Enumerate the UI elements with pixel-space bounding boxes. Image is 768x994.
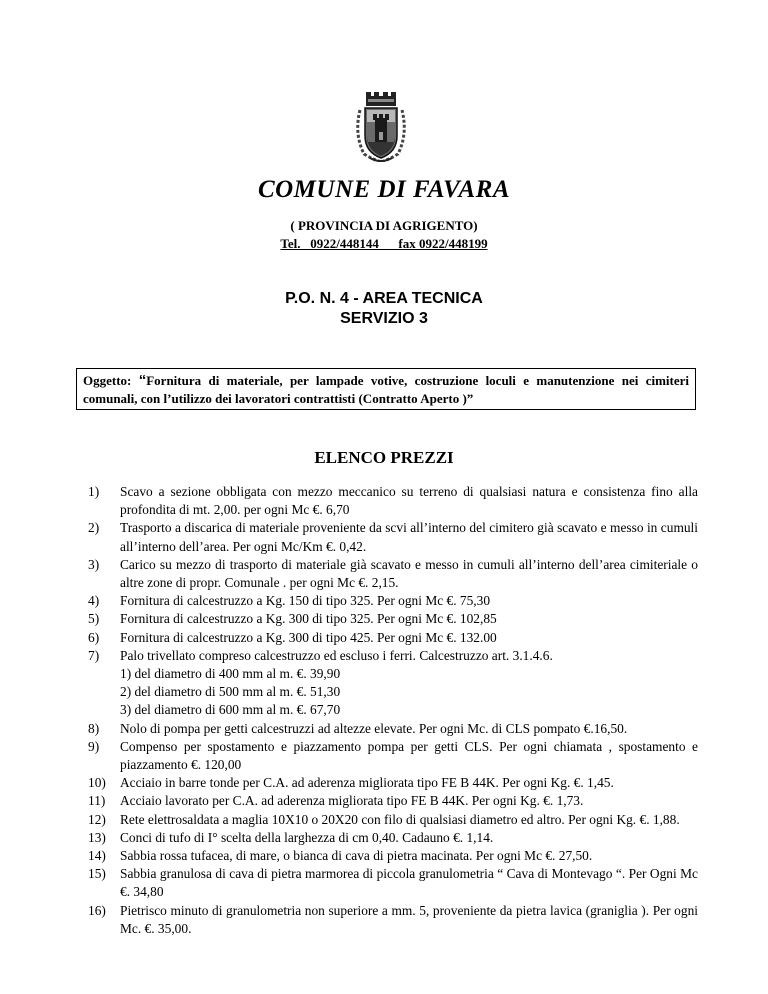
- item-number: 10): [88, 775, 106, 791]
- item-number: 2): [88, 520, 100, 536]
- item-number: 13): [88, 829, 106, 845]
- list-item: [88, 556, 698, 592]
- list-item: [88, 792, 698, 810]
- item-number: 14): [88, 848, 106, 864]
- sub-item: 3) del diametro di 600 mm al m. €. 67,70: [120, 702, 341, 718]
- subject-box: [76, 368, 696, 410]
- item-number: 15): [88, 866, 106, 882]
- service-heading: SERVIZIO 3: [340, 310, 428, 327]
- price-list-title: ELENCO PREZZI: [314, 448, 454, 467]
- list-item: [88, 647, 698, 720]
- price-list: [88, 483, 698, 938]
- item-number: 7): [88, 647, 100, 663]
- list-item: [88, 519, 698, 555]
- item-text: Pietrisco minuto di granulometria non superiore a mm. 5, proveniente da pietra lavica (graniglia ). Per ogni Mc. €. 35,00.: [120, 902, 698, 936]
- list-item: [88, 720, 698, 738]
- list-item: [88, 483, 698, 519]
- item-text: Sabbia rossa tufacea, di mare, o bianca di cava di pietra macinata. Per ogni Mc €. 27,50.: [120, 848, 593, 864]
- office-area-heading: P.O. N. 4 - AREA TECNICA: [285, 290, 483, 307]
- item-text: Acciaio in barre tonde per C.A. ad aderenza migliorata tipo FE B 44K. Per ogni Kg. €. 1,45.: [120, 775, 614, 791]
- item-text: Palo trivellato compreso calcestruzzo ed escluso i ferri. Calcestruzzo art. 3.1.4.6.: [120, 647, 553, 663]
- subject-text: Fornitura di materiale, per lampade votive, costruzione loculi e manutenzione nei cimiteri comunali, con l’utilizzo dei lavoratori contrattisti (Contratto Aperto )”: [83, 373, 689, 406]
- province-line: ( PROVINCIA DI AGRIGENTO): [290, 218, 478, 233]
- contacts-line: Tel. 0922/448144 fax 0922/448199: [280, 236, 488, 251]
- item-number: 8): [88, 720, 100, 736]
- item-number: 1): [88, 484, 100, 499]
- item-text: Sabbia granulosa di cava di pietra marmorea di piccola granulometria “ Cava di Montevago “. Per Ogni Mc €. 34,80: [120, 866, 698, 900]
- item-number: 6): [88, 629, 100, 645]
- subject-label: Oggetto:: [83, 373, 132, 388]
- sub-item: 1) del diametro di 400 mm al m. €. 39,90: [120, 666, 341, 682]
- list-item: [88, 610, 698, 628]
- item-number: 12): [88, 811, 106, 827]
- item-number: 5): [88, 611, 100, 627]
- item-text: Fornitura di calcestruzzo a Kg. 150 di tipo 325. Per ogni Mc €. 75,30: [120, 593, 491, 609]
- list-item: [88, 629, 698, 647]
- item-text: Trasporto a discarica di materiale proveniente da scvi all’interno del cimitero già scavato e messo in cumuli all’interno dell’area. Per ogni Mc/Km €. 0,42.: [120, 520, 698, 554]
- list-item: [88, 592, 698, 610]
- coat-of-arms-icon: [354, 92, 408, 162]
- list-item: [88, 738, 698, 774]
- item-number: 11): [88, 793, 106, 809]
- list-item: [88, 811, 698, 829]
- item-text: Compenso per spostamento e piazzamento pompa per getti CLS. Per ogni chiamata , spostamento e piazzamento €. 120,00: [120, 738, 698, 773]
- list-item: [88, 829, 698, 847]
- item-text: Rete elettrosaldata a maglia 10X10 o 20X20 con filo di qualsiasi diametro ed altro. Per ogni Kg. €. 1,88.: [120, 811, 680, 827]
- subject-open-quote: “: [138, 372, 147, 389]
- list-item: [88, 902, 698, 938]
- item-text: Nolo di pompa per getti calcestruzzi ad altezze elevate. Per ogni Mc. di CLS pompato €.16,50.: [120, 720, 628, 736]
- item-text: Acciaio lavorato per C.A. ad aderenza migliorata tipo FE B 44K. Per ogni Kg. €. 1,73.: [120, 793, 584, 809]
- item-number: 4): [88, 593, 100, 609]
- list-item: [88, 865, 698, 901]
- sub-item: 2) del diametro di 500 mm al m. €. 51,30: [120, 684, 341, 700]
- item-text: Carico su mezzo di trasporto di materiale già scavato e messo in cumuli all’interno dell’area cimiteriale o altre zone di propr. Comunale . per ogni Mc €. 2,15.: [120, 556, 698, 591]
- municipality-title: COMUNE DI FAVARA: [257, 176, 511, 203]
- item-number: 9): [88, 738, 100, 754]
- item-number: 3): [88, 556, 100, 572]
- list-item: [88, 774, 698, 792]
- list-item: [88, 847, 698, 865]
- item-text: Scavo a sezione obbligata con mezzo meccanico su terreno di qualsiasi natura e consistenza fino alla profondita di mt. 2,00. per ogni Mc €. 6,70: [120, 484, 698, 518]
- item-text: Fornitura di calcestruzzo a Kg. 300 di tipo 425. Per ogni Mc €. 132.00: [120, 629, 497, 645]
- item-text: Fornitura di calcestruzzo a Kg. 300 di tipo 325. Per ogni Mc €. 102,85: [120, 611, 497, 627]
- item-number: 16): [88, 902, 106, 918]
- item-text: Conci di tufo di I° scelta della larghezza di cm 0,40. Cadauno €. 1,14.: [120, 829, 494, 845]
